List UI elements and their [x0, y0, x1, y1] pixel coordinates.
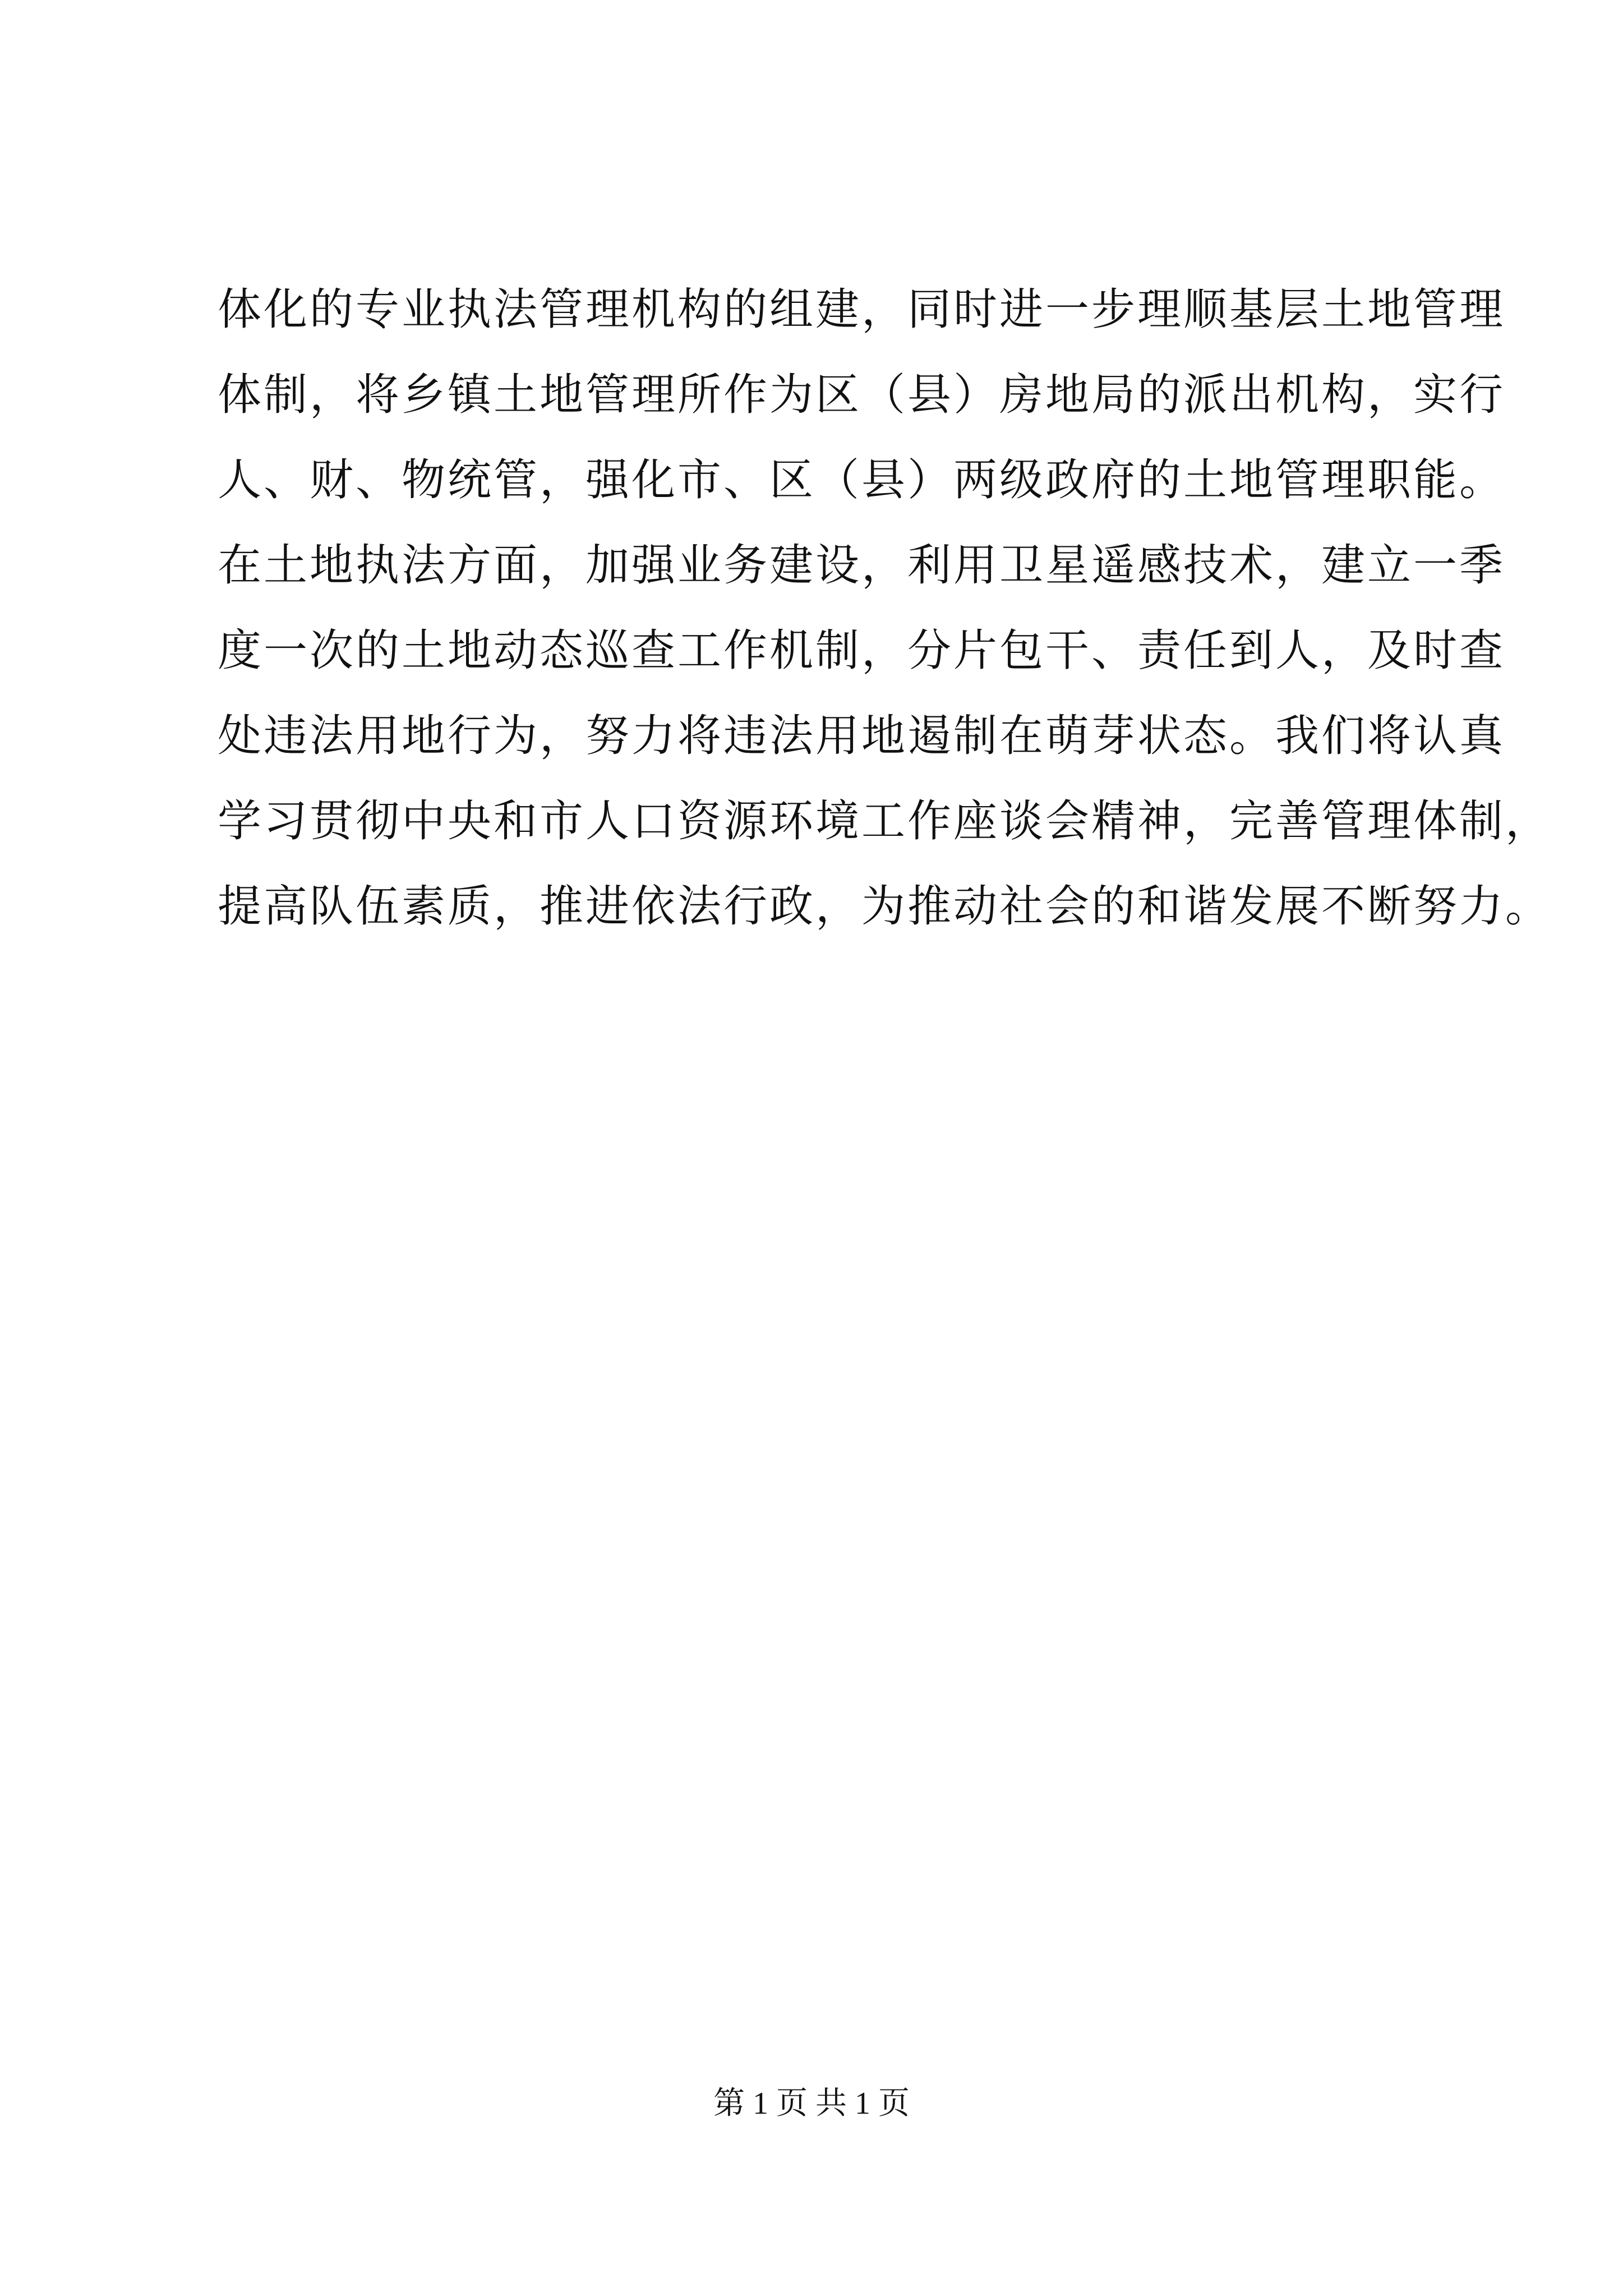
text-line-3: 人、财、物统管，强化市、区（县）两级政府的土地管理职能。: [218, 455, 1506, 505]
text-line-1: 体化的专业执法管理机构的组建，同时进一步理顺基层土地管理: [218, 284, 1506, 335]
page-number-footer: 第 1 页 共 1 页: [713, 2086, 910, 2121]
text-line-4: 在土地执法方面，加强业务建设，利用卫星遥感技术，建立一季: [218, 540, 1506, 591]
text-line-8: 提高队伍素质，推进依法行政，为推动社会的和谐发展不断努力。: [218, 881, 1552, 932]
text-line-2: 体制，将乡镇土地管理所作为区（县）房地局的派出机构，实行: [218, 370, 1506, 420]
text-line-7: 学习贯彻中央和市人口资源环境工作座谈会精神，完善管理体制，: [218, 796, 1552, 846]
text-line-5: 度一次的土地动态巡查工作机制，分片包干、责任到人，及时查: [218, 625, 1506, 676]
body-paragraph: [218, 267, 1552, 949]
text-line-6: 处违法用地行为，努力将违法用地遏制在萌芽状态。我们将认真: [218, 711, 1506, 761]
